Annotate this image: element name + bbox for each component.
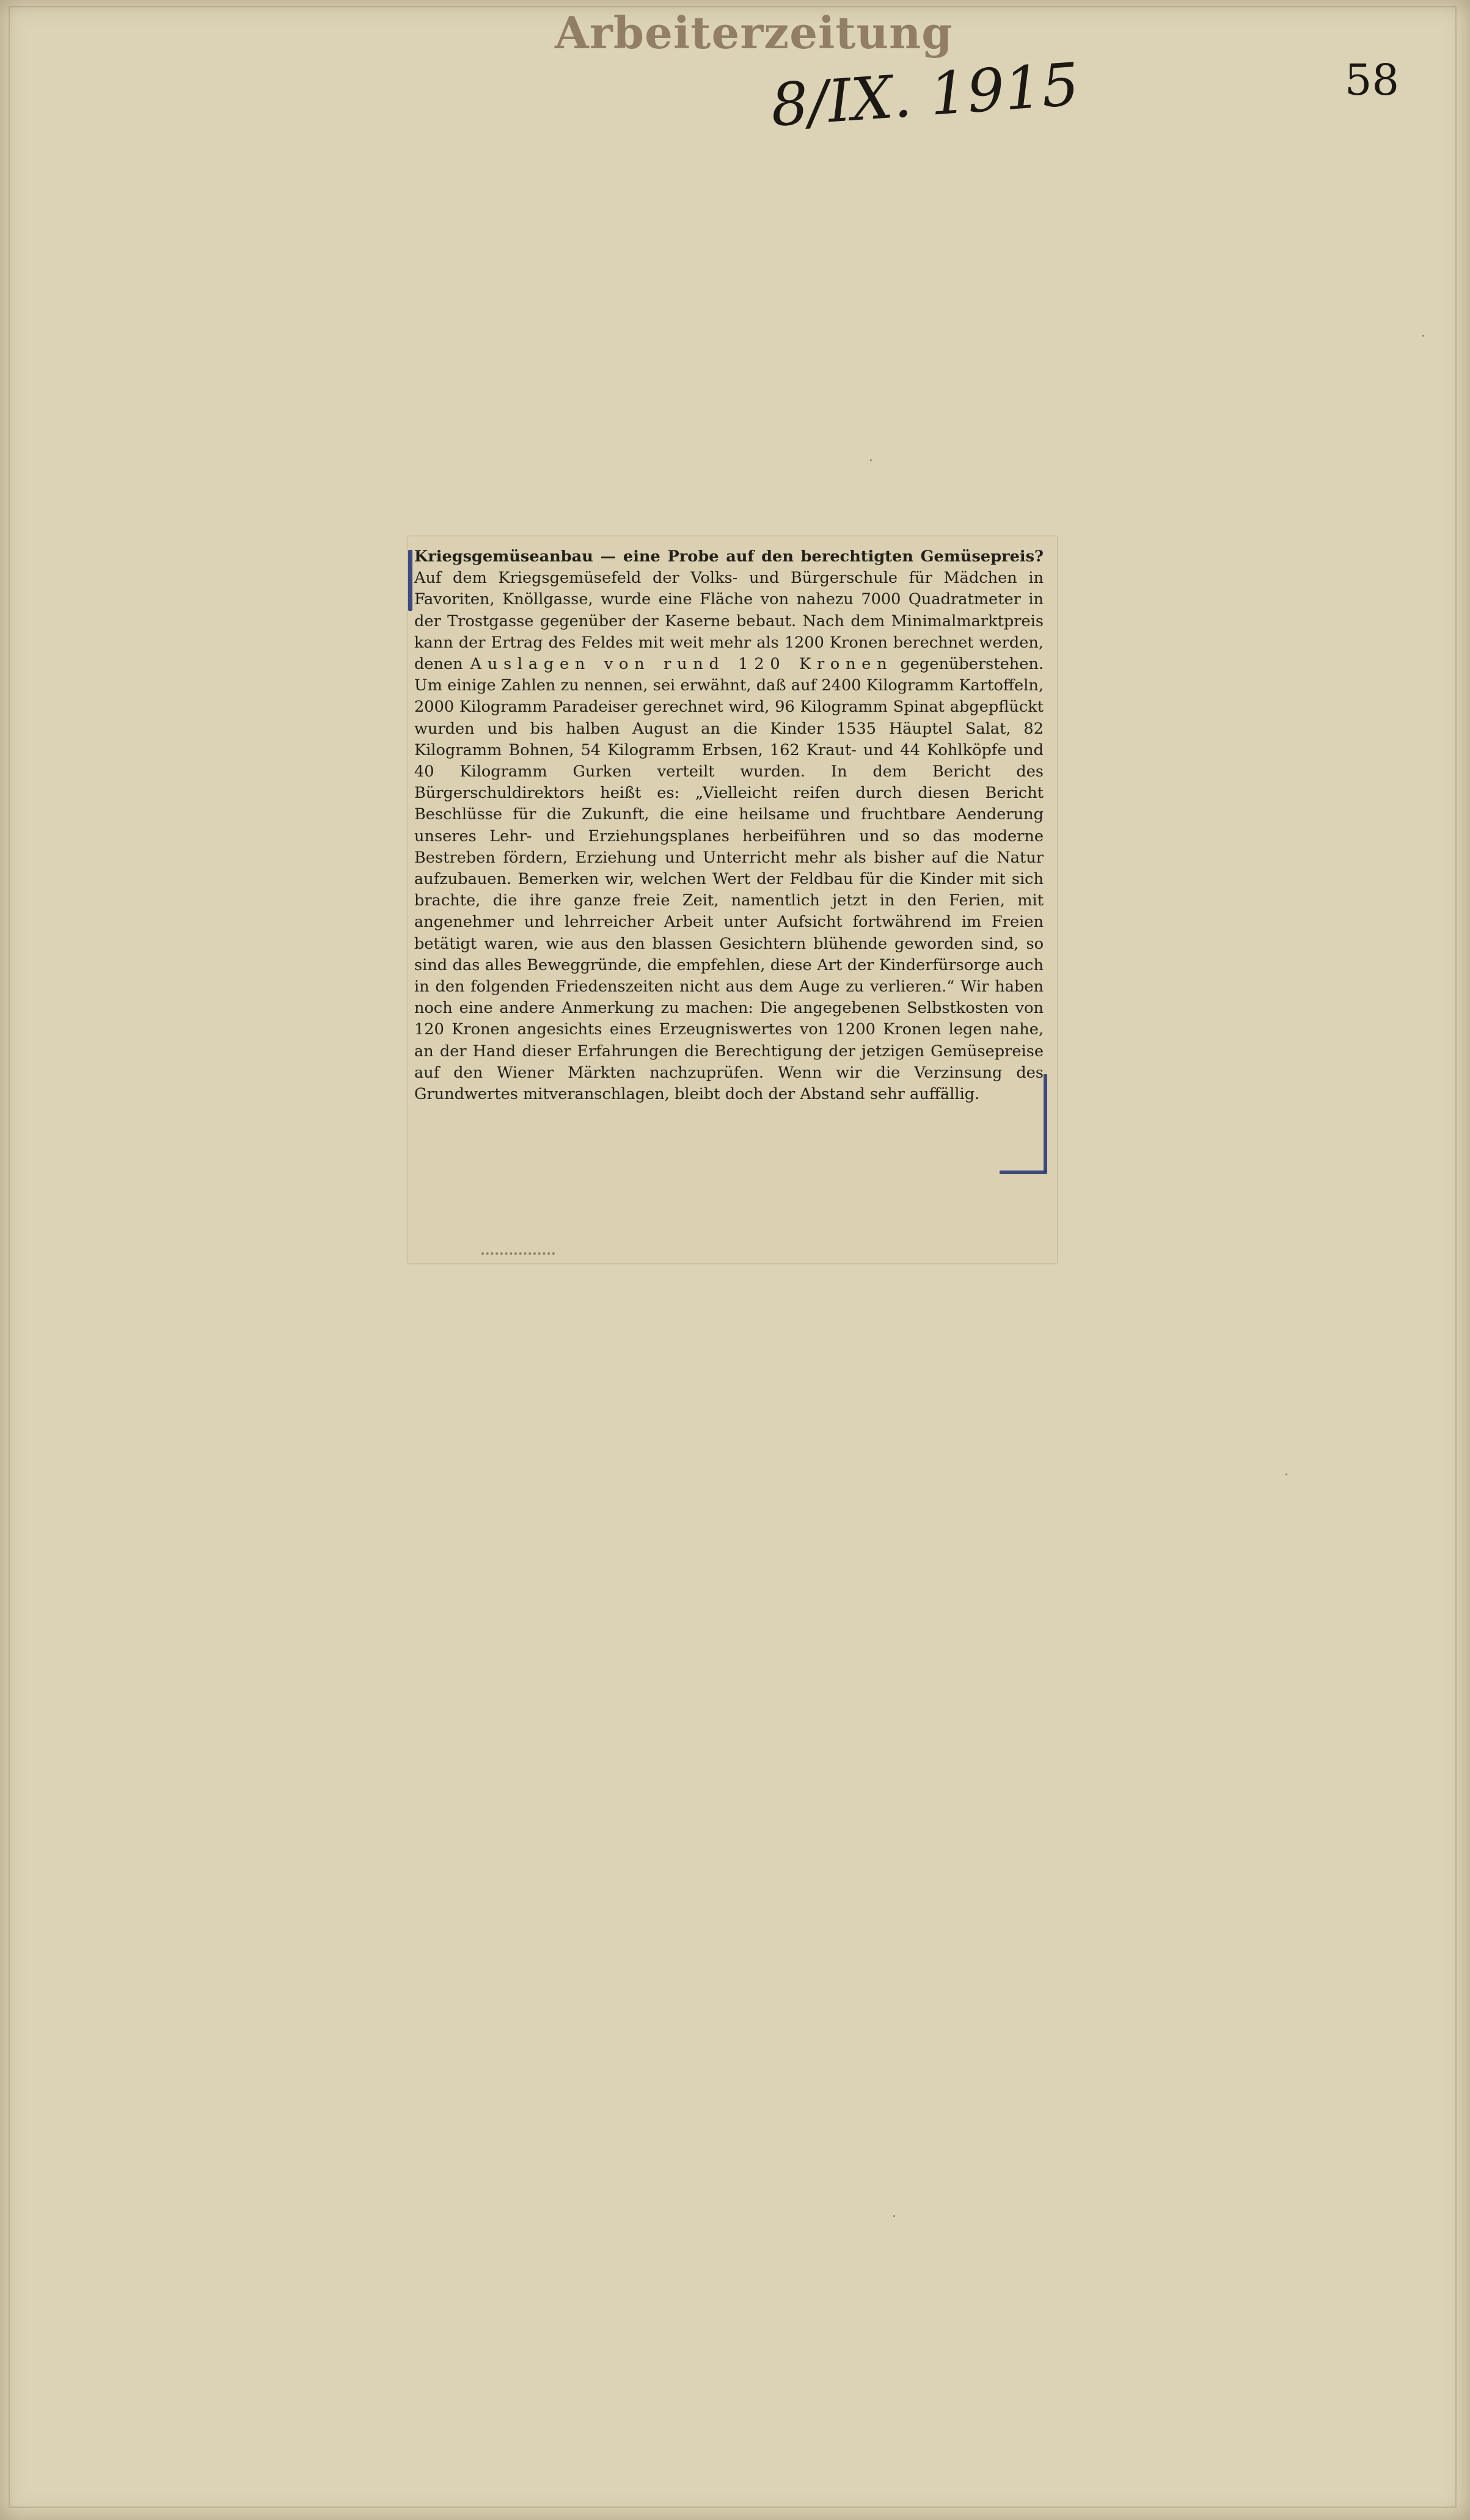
article-body-spaced: Auslagen von rund 120 Kronen <box>470 655 893 674</box>
handwritten-date: 8/IX. 1915 <box>769 49 1081 140</box>
cut-off-line-fragment <box>481 1252 555 1262</box>
article-text <box>414 546 1044 1249</box>
article-body-part-1: Auf dem Kriegsgemüsefeld der Volks- und Bürgerschule für Mädchen in Favoriten, Knöllgasse, wurde eine Fläche von nahezu 7000 Quadratmeter in der Trostgasse gegenüber der Kaserne bebaut. Nach dem Minimalmarktpreis kann der Ertrag des Feldes mit weit mehr als 1200 Kronen berechnet werden, denen <box>414 569 1044 674</box>
newspaper-clipping <box>408 536 1057 1263</box>
paper-speck <box>1422 335 1424 337</box>
page-number: 58 <box>1344 55 1399 105</box>
blue-pencil-mark-left <box>408 550 412 611</box>
article-body-part-2: gegenüberstehen. Um einige Zahlen zu nennen, sei erwähnt, daß auf 2400 Kilogramm Kartoffeln, 2000 Kilogramm Paradeiser gerechnet wird, 96 Kilogramm Spinat abgepflückt wurden und bis halben August an die Kinder 1535 Häuptel Salat, 82 Kilogramm Bohnen, 54 Kilogramm Erbsen, 162 Kraut- und 44 Kohlköpfe und 40 Kilogramm Gurken verteilt wurden. In dem Bericht des Bürgerschuldirektors heißt es: „Vielleicht reifen durch diesen Bericht Beschlüsse für die Zukunft, die eine heilsame und fruchtbare Aenderung unseres Lehr- und Erziehungsplanes herbeiführen und so das moderne Bestreben fördern, Erziehung und Unterricht mehr als bisher auf die Natur aufzubauen. Bemerken wir, welchen Wert der Feldbau für die Kinder mit sich brachte, die ihre ganze freie Zeit, namentlich jetzt in den Ferien, mit angenehmer und lehrreicher Arbeit unter Aufsicht fortwährend im Freien betätigt waren, wie aus den blassen Gesichtern blühende geworden sind, so sind das alles Beweggründe, die empfehlen, diese Art der Kinderfürsorge auch in den folgenden Friedenszeiten nicht aus dem Auge zu verlieren.“ Wir haben noch eine andere Anmerkung zu machen: Die angegebenen Selbstkosten von 120 Kronen angesichts eines Erzeugniswertes von 1200 Kronen legen nahe, an der Hand dieser Erfahrungen die Berechtigung der jetzigen Gemüsepreise auf den Wiener Märkten nachzuprüfen. Wenn wir die Verzinsung des Grundwertes mitveranschlagen, bleibt doch der Abstand sehr auffällig. <box>414 655 1044 1104</box>
newspaper-stamp: Arbeiterzeitung <box>555 7 953 59</box>
article-title: Kriegsgemüseanbau — eine Probe auf den berechtigten Gemüsepreis? <box>414 547 1044 566</box>
blue-pencil-mark-right <box>1044 1074 1047 1172</box>
paper-speck <box>870 459 872 461</box>
paper-speck <box>893 2215 895 2217</box>
paper-speck <box>1285 1474 1287 1475</box>
